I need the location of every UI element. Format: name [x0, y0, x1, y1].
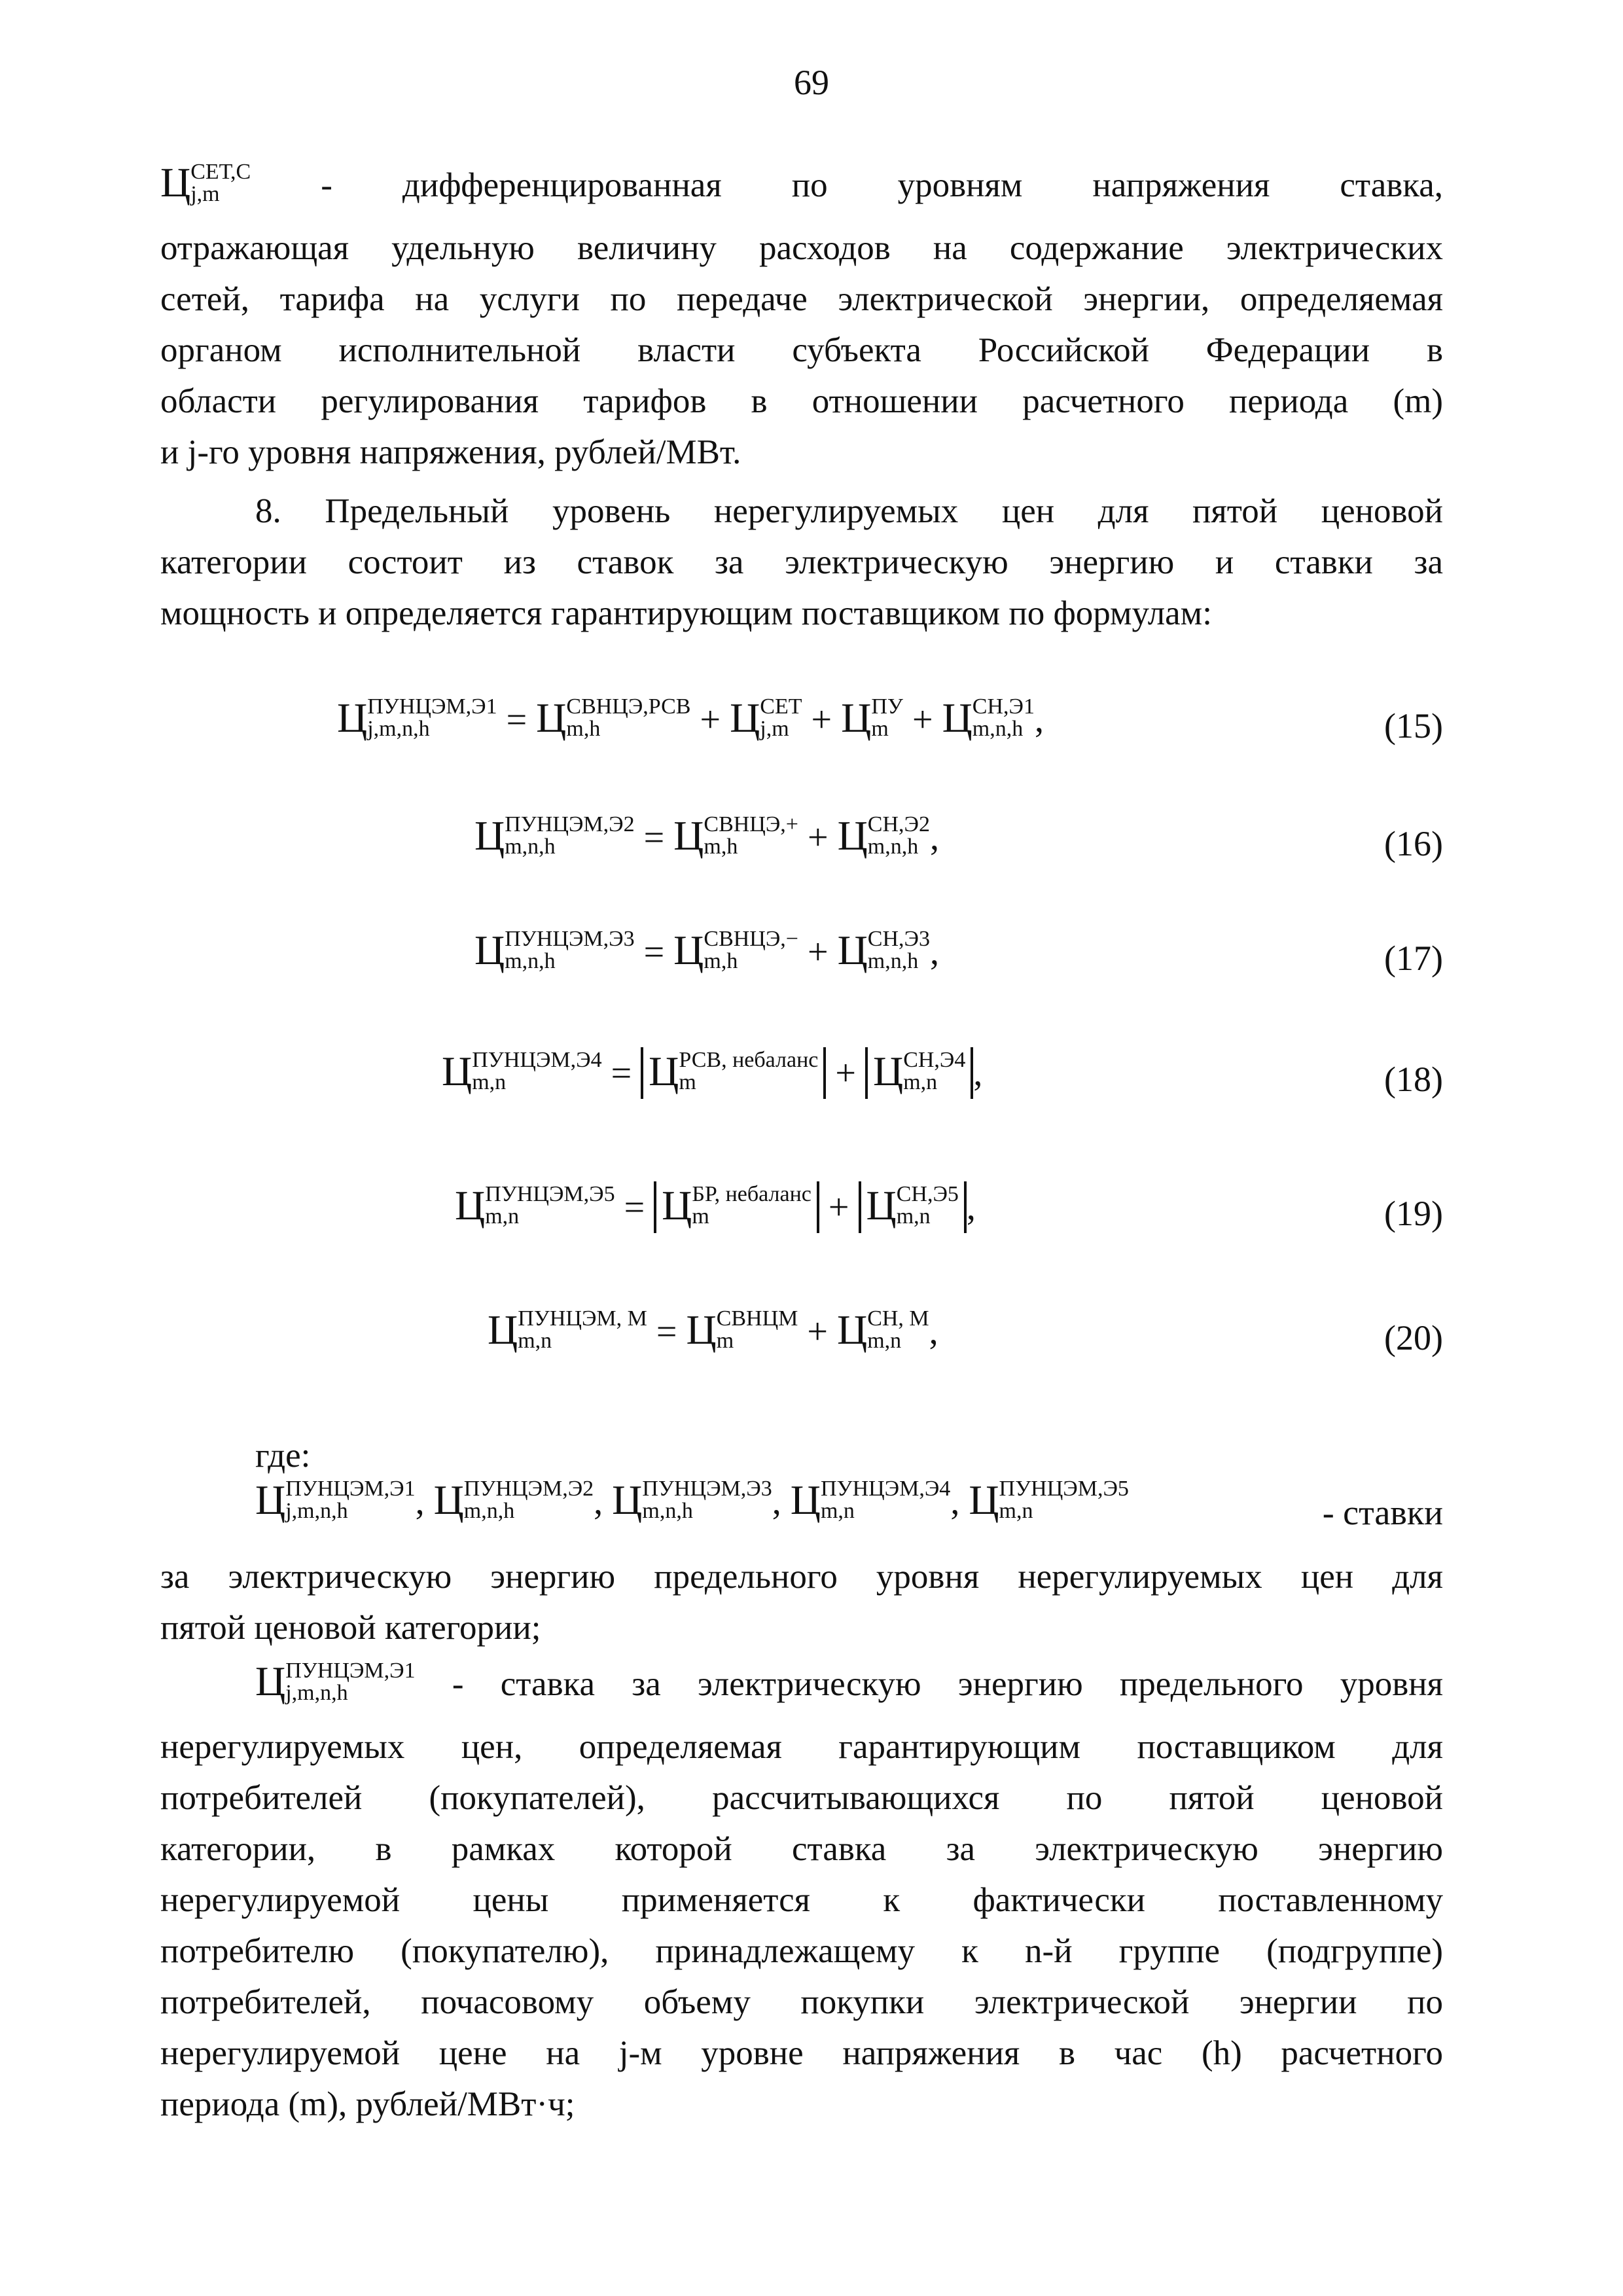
- text-line: за электрическую энергию предельного уровня нерегулируемых цен для: [160, 1558, 1443, 1596]
- formula-16: Ц ПУНЦЭМ,Э2 m,n,h = Ц СВНЦЭ,+ m,h + Ц СН,Э2 m,n,h , (16): [474, 812, 1443, 863]
- text-line: отражающая удельную величину расходов на содержание электрических: [160, 229, 1443, 267]
- formula-number: (19): [1384, 1194, 1443, 1233]
- text-line: мощность и определяется гарантирующим поставщиком по формулам:: [160, 594, 1212, 632]
- formula-number: (16): [1384, 824, 1443, 863]
- text-line: потребителей, почасовому объему покупки электрической энергии по: [160, 1983, 1443, 2021]
- paragraph-definition-e1: [160, 1656, 1443, 2130]
- text-line: и j-го уровня напряжения, рублей/МВт.: [160, 433, 741, 471]
- text-line: категории, в рамках которой ставка за электрическую энергию: [160, 1830, 1443, 1868]
- page-number: 69: [794, 63, 829, 102]
- text-line: сетей, тарифа на услуги по передаче электрической энергии, определяемая: [160, 280, 1443, 318]
- text-line: органом исполнительной власти субъекта Российской Федерации в: [160, 331, 1443, 369]
- formula-15: Ц ПУНЦЭМ,Э1 j,m,n,h = Ц СВНЦЭ,РСВ m,h + Ц СЕТ j,m + Ц ПУ m + Ц СН,Э1 m,n,h , (15): [337, 694, 1443, 745]
- text-line: потребителей (покупателей), рассчитывающихся по пятой ценовой: [160, 1779, 1443, 1817]
- text-line: периода (m), рублей/МВт·ч;: [160, 2085, 575, 2123]
- text-line: нерегулируемой цене на j-м уровне напряжения в час (h) расчетного: [160, 2034, 1443, 2072]
- text-line-content: - дифференцированная по уровням напряжения ставка,: [321, 166, 1444, 204]
- where-label: где:: [255, 1437, 311, 1475]
- symbol-c: Ц: [160, 159, 191, 206]
- text-line: 8. Предельный уровень нерегулируемых цен для пятой ценовой: [255, 492, 1443, 530]
- formula-number: (18): [1384, 1060, 1443, 1099]
- formula-19: Ц ПУНЦЭМ,Э5 m,n = Ц БР, небаланс m + Ц СН,Э5 m,n , (19): [455, 1182, 1443, 1233]
- text-line: области регулирования тарифов в отношении расчетного периода (m): [160, 382, 1443, 420]
- formula-number: (15): [1384, 706, 1443, 745]
- text-line: нерегулируемых цен, определяемая гарантирующим поставщиком для: [160, 1728, 1443, 1766]
- text-line: нерегулируемой цены применяется к фактически поставленному: [160, 1881, 1443, 1919]
- formula-number: (20): [1384, 1318, 1443, 1357]
- text-line: категории состоит из ставок за электрическую энергию и ставки за: [160, 543, 1443, 581]
- paragraph-item-8: [160, 486, 1443, 639]
- text-line: [160, 157, 1443, 223]
- list-suffix: - ставки: [1322, 1493, 1443, 1532]
- text-line: пятой ценовой категории;: [160, 1609, 541, 1647]
- text-line: Ц ПУНЦЭМ,Э1 j,m,n,h - ставка за электрическую энергию предельного уровня: [255, 1658, 1444, 1705]
- sub-sup: СЕТ,С j,m: [190, 159, 251, 206]
- formula-number: (17): [1384, 939, 1443, 978]
- formula-17: Ц ПУНЦЭМ,Э3 m,n,h = Ц СВНЦЭ,− m,h + Ц СН,Э3 m,n,h , (17): [474, 927, 1443, 978]
- symbols-list: Ц ПУНЦЭМ,Э1 j,m,n,h , Ц ПУНЦЭМ,Э2 m,n,h , Ц ПУНЦЭМ,Э3 m,n,h , Ц ПУНЦЭМ,Э4 m,n , Ц ПУНЦЭМ,Э5 m,n - ставки: [255, 1477, 1443, 1532]
- formula-20: Ц ПУНЦЭМ, М m,n = Ц СВНЦМ m + Ц СН, М m,n , (20): [488, 1306, 1443, 1357]
- formula-18: Ц ПУНЦЭМ,Э4 m,n = Ц РСВ, небаланс m + Ц СН,Э4 m,n , (18): [442, 1048, 1443, 1099]
- paragraph-definition-set: [160, 157, 1443, 478]
- paragraph-rates: [160, 1551, 1443, 1653]
- text-line: потребителю (покупателю), принадлежащему к n-й группе (подгруппе): [160, 1932, 1443, 1970]
